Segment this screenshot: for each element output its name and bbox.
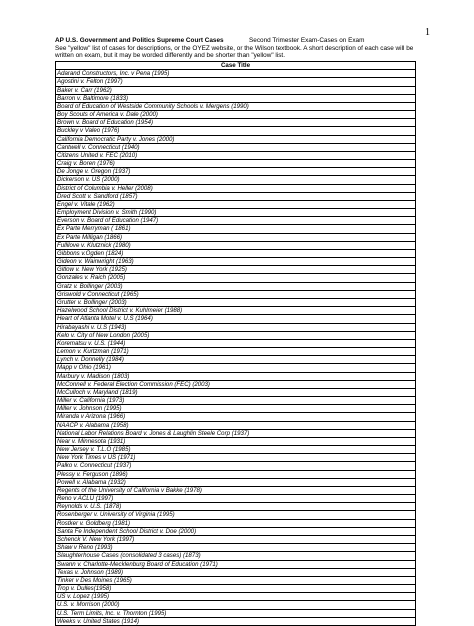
table-row: Hirabayashi v. U.S (1943): [56, 324, 415, 332]
table-row: New Jersey v. T.L.O (1985): [56, 446, 415, 454]
table-row: Dred Scott v. Sandford (1857): [56, 193, 415, 201]
table-row: Board of Education of Westside Community Schools v. Mergens (1990): [56, 103, 415, 111]
table-row: Everson v. Board of Education (1947): [56, 217, 415, 225]
table-row: Dickerson v. US (2000): [56, 176, 415, 184]
table-row: Griswold v Connecticut (1965): [56, 291, 415, 299]
table-row: Ex Parte Milligan (1866): [56, 234, 415, 242]
table-row: Cantwell v. Connecticut (1940): [56, 144, 415, 152]
header-title-row: [55, 37, 433, 45]
table-row: Tinker v Des Moines (1965): [56, 577, 415, 585]
table-row: Hazelwood School District v. Kuhlmeier (1988): [56, 307, 415, 315]
document-header: [55, 37, 433, 60]
table-row: Kelo v. City of New London (2005): [56, 332, 415, 340]
table-row: Citizens United v. FEC (2010): [56, 152, 415, 160]
table-row: Rostker v. Goldberg (1981): [56, 520, 415, 528]
table-row: Shaw v Reno (1993): [56, 544, 415, 552]
table-row: Reynolds v. U.S. (1878): [56, 503, 415, 511]
document-title: AP U.S. Government and Politics Supreme Court Cases: [55, 37, 224, 44]
table-row: Employment Division v. Smith (1990): [56, 209, 415, 217]
table-row: Near v. Minnesota (1931): [56, 438, 415, 446]
table-row: Boy Scouts of America v. Dale (2000): [56, 111, 415, 119]
table-row: Baker v. Carr (1962): [56, 87, 415, 95]
table-row: Gratz v. Bollinger (2003): [56, 283, 415, 291]
table-row: De Jonge v. Oregon (1937): [56, 168, 415, 176]
table-row: Grutter v. Bollinger (2003): [56, 299, 415, 307]
table-row: Gideon v. Wainwright (1963): [56, 258, 415, 266]
table-row: Miller v. Johnson (1995): [56, 405, 415, 413]
page-number: 1: [425, 27, 430, 38]
table-row: Engel v. Vitale (1962): [56, 201, 415, 209]
table-row: Regents of the University of California v Bakke (1978): [56, 487, 415, 495]
table-row: Marbury v. Madison (1803): [56, 373, 415, 381]
table-row: Gibbons v.Ogden (1824): [56, 250, 415, 258]
table-row: Miller v. California (1973): [56, 397, 415, 405]
table-row: Plessy v. Ferguson (1896): [56, 471, 415, 479]
table-row: McConnell v. Federal Election Commission (FEC) (2003): [56, 381, 415, 389]
table-row: Miranda v Arizona (1966): [56, 413, 415, 421]
table-row: National Labor Relations Board v. Jones & Laughlin Steele Corp (1937): [56, 430, 415, 438]
table-row: Brown v. Board of Education (1954): [56, 119, 415, 127]
table-row: Slaughterhouse Cases (consolidated 3 cases) (1873): [56, 552, 415, 560]
table-row: Barron v. Baltimore (1833): [56, 95, 415, 103]
table-row: Fullilove v. Klutznick (1980): [56, 242, 415, 250]
table-row: Lemon v. Kurtzman (1971): [56, 348, 415, 356]
table-row: Lynch v. Donnelly (1984): [56, 356, 415, 364]
table-row: Agostini v. Felton (1997): [56, 78, 415, 86]
table-row: US v. Lopez (1995): [56, 593, 415, 601]
table-row: Ex Parte Merryman ( 1861): [56, 225, 415, 233]
table-row: U.S. v. Morrison (2000): [56, 601, 415, 609]
table-row: Korematsu v. U.S. (1944): [56, 340, 415, 348]
column-header-case-title: Case Title: [56, 62, 415, 70]
case-table: [55, 61, 416, 626]
table-row: Santa Fe Independent School District v. Doe (2000): [56, 528, 415, 536]
table-row: Rosenberger v. University of Virginia (1995): [56, 511, 415, 519]
table-row: McCulloch v. Maryland (1819): [56, 389, 415, 397]
document-subtitle: Second Trimester Exam-Cases on Exam: [249, 37, 365, 44]
table-row: Craig v. Boren (1976): [56, 160, 415, 168]
table-row: Swann v. Charlotte-Mecklenburg Board of Education (1971): [56, 561, 415, 569]
table-row: California Democratic Party v. Jones (2000): [56, 136, 415, 144]
table-row: Reno v ACLU (1997): [56, 495, 415, 503]
table-row: Texas v. Johnson (1989): [56, 569, 415, 577]
table-row: U.S. Term Limits, Inc. v. Thornton (1995): [56, 610, 415, 618]
table-row: NAACP v. Alabama (1958): [56, 422, 415, 430]
instructions-text: See "yellow" list of cases for descriptions, or the OYEZ website, or the Wilson textbook. A short description of each case will be written on exam, but it may be worded differently and be shorter than "yellow" list.: [55, 44, 414, 60]
table-row: New York Times v US (1971): [56, 454, 415, 462]
table-row: Gonzales v. Raich (2005): [56, 274, 415, 282]
table-row: Palko v. Connecticut (1937): [56, 462, 415, 470]
table-row: Weeks v. United States (1914): [56, 618, 415, 626]
table-row: Trop v. Dulles(1958): [56, 585, 415, 593]
table-row: Buckley v Valeo (1976): [56, 127, 415, 135]
table-row: Gitlow v. New York (1925): [56, 266, 415, 274]
table-row: District of Columbia v. Heller (2008): [56, 185, 415, 193]
table-row: Mapp v Ohio (1961): [56, 364, 415, 372]
table-row: Schenck V. New York (1997): [56, 536, 415, 544]
table-row: Powell v. Alabama (1932): [56, 479, 415, 487]
table-row: Heart of Atlanta Motel v. U.S (1964): [56, 315, 415, 323]
table-row: Adarand Constructors, Inc. v Pena (1995): [56, 70, 415, 78]
